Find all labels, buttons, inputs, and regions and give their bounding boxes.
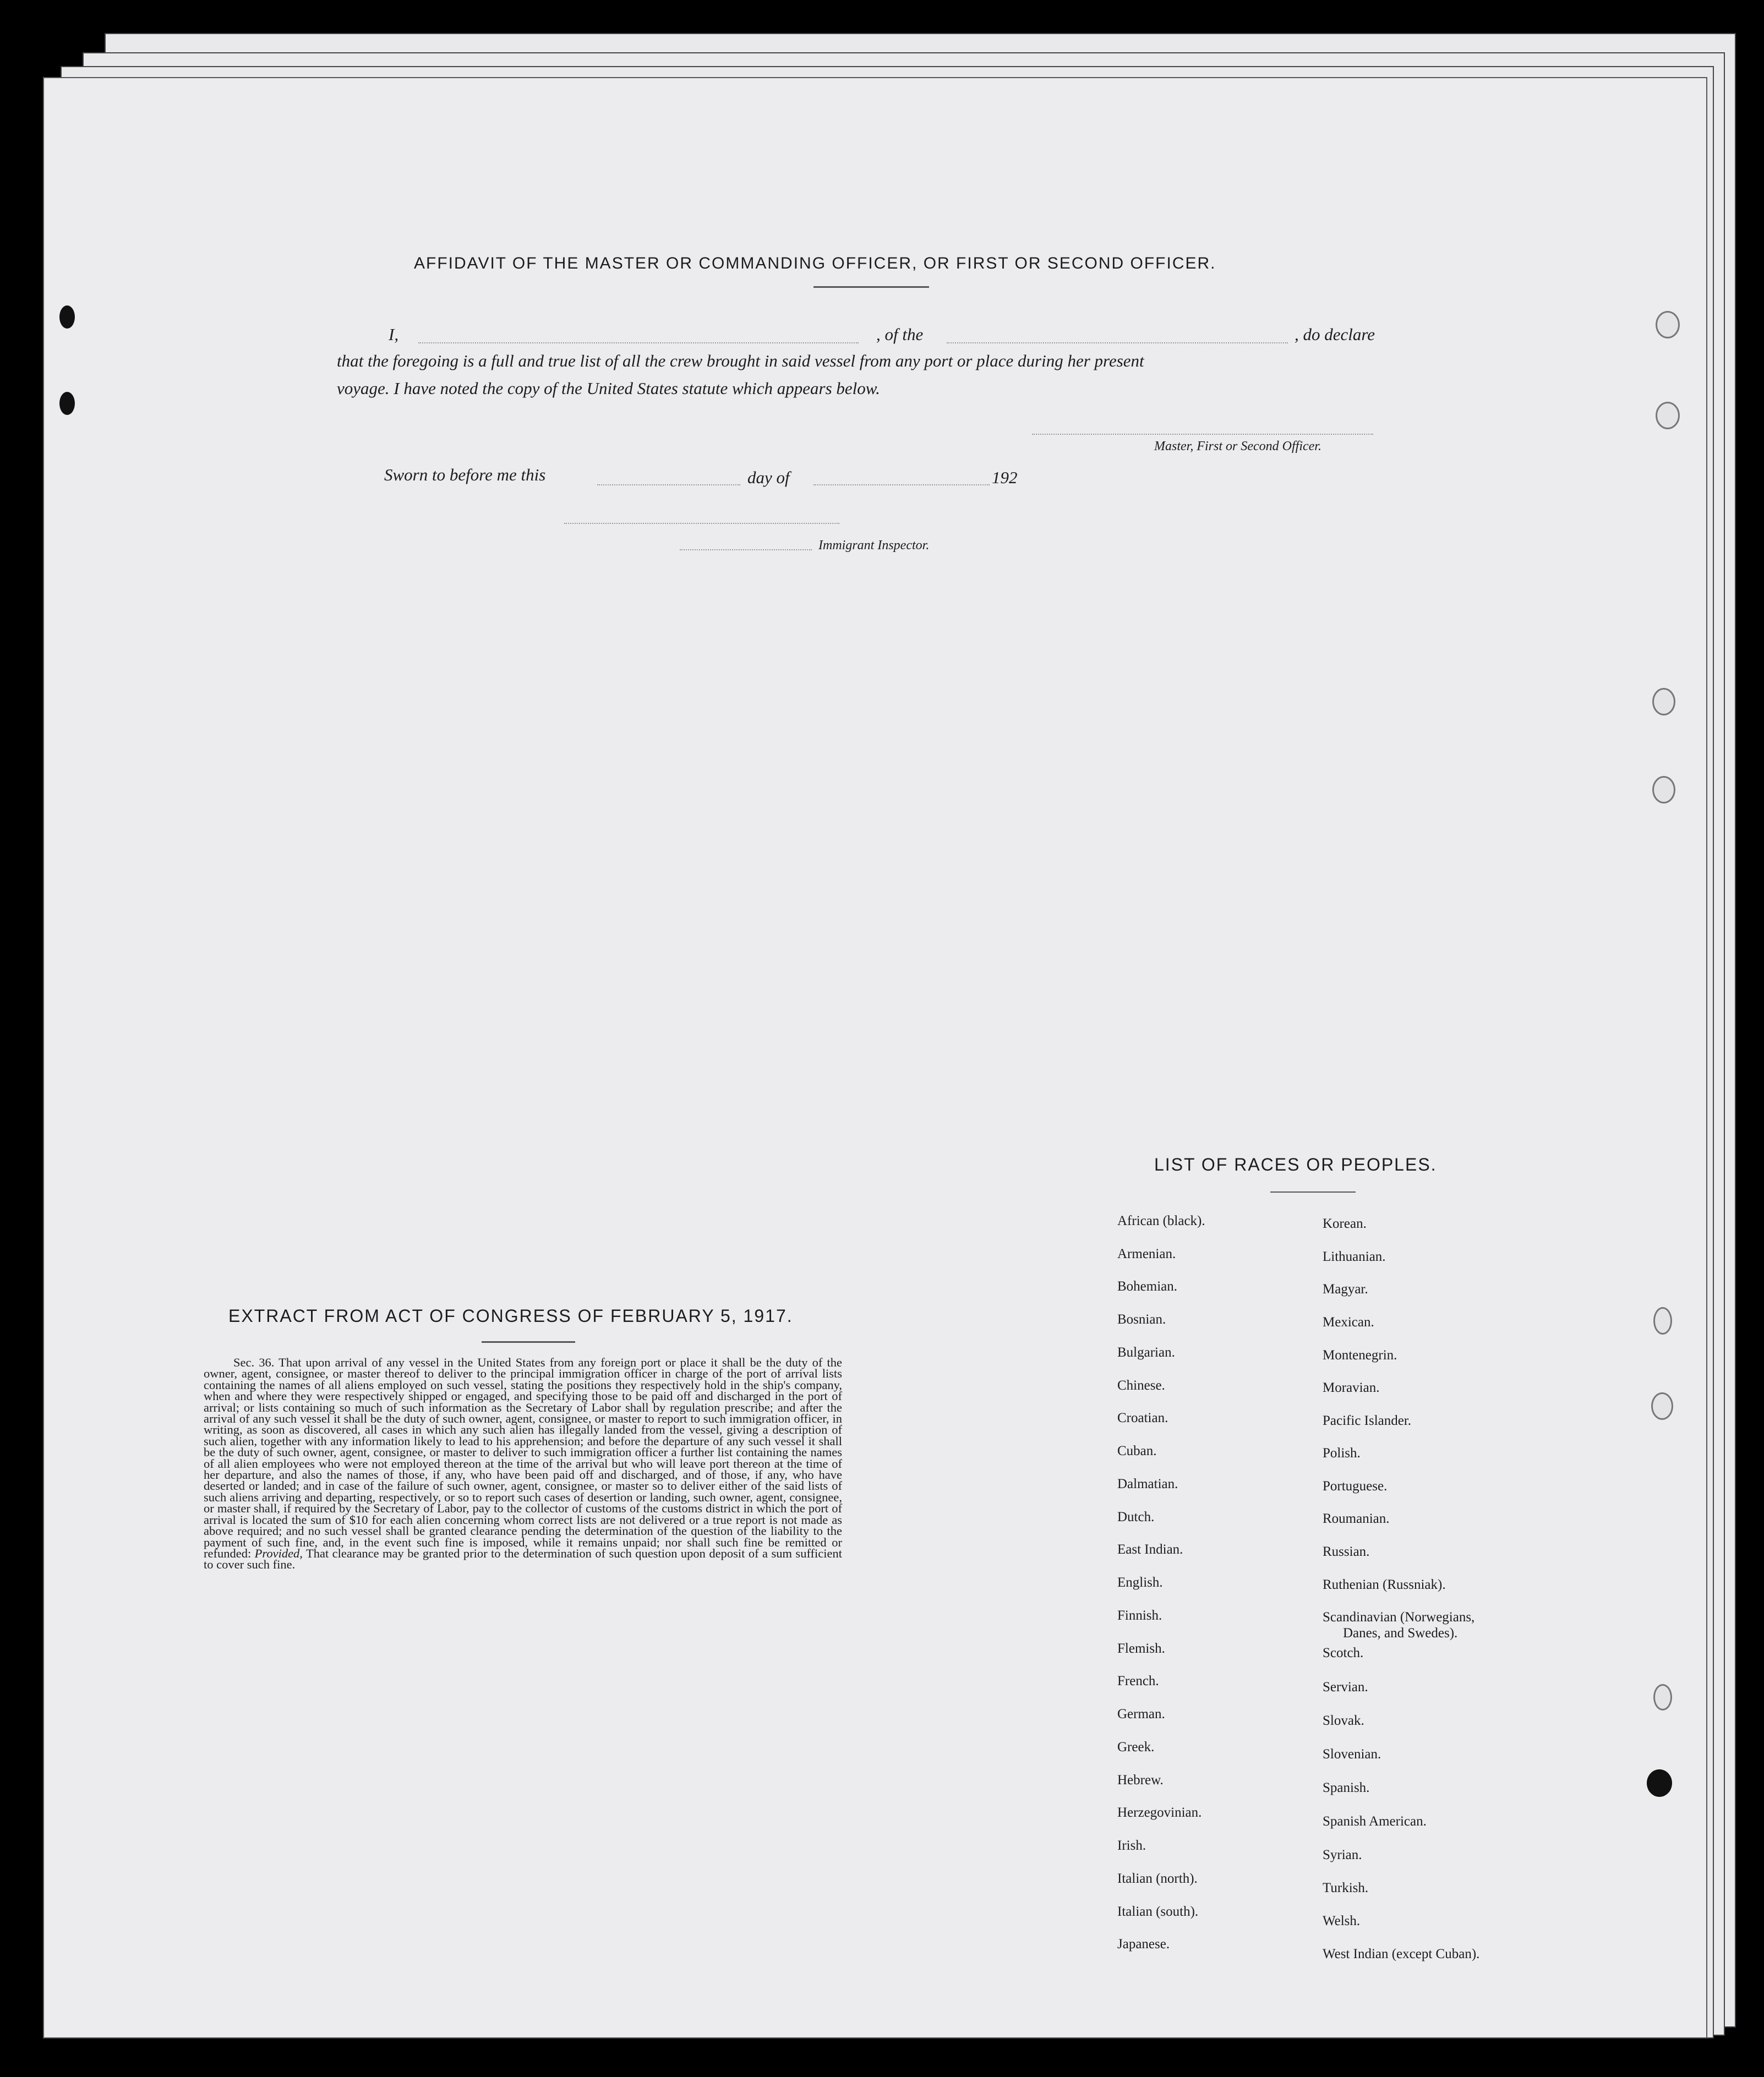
race-right: Servian. xyxy=(1323,1680,1368,1695)
race-left: Finnish. xyxy=(1117,1608,1162,1623)
race-right: Korean. xyxy=(1323,1216,1367,1231)
of-the-label: , of the xyxy=(876,325,924,344)
race-left: Hebrew. xyxy=(1117,1773,1164,1788)
day-of-label: day of xyxy=(747,468,790,487)
do-declare-label: , do declare xyxy=(1295,325,1375,344)
punch-hole xyxy=(1653,1307,1672,1335)
race-left: German. xyxy=(1117,1707,1165,1721)
race-right: Welsh. xyxy=(1323,1914,1361,1928)
race-right: Slovenian. xyxy=(1323,1747,1381,1762)
affidavit-title-rule xyxy=(813,286,929,288)
race-left: Dutch. xyxy=(1117,1510,1155,1524)
affidavit-title: AFFIDAVIT OF THE MASTER OR COMMANDING OFFICER, OR FIRST OR SECOND OFFICER. xyxy=(414,254,1216,272)
race-right: Slovak. xyxy=(1323,1713,1364,1728)
race-left: Chinese. xyxy=(1117,1378,1165,1393)
race-right: Russian. xyxy=(1323,1544,1370,1559)
sworn-label: Sworn to before me this xyxy=(384,465,546,484)
race-left: Japanese. xyxy=(1117,1937,1170,1952)
punch-hole xyxy=(1647,1769,1672,1797)
inspector-line-2[interactable] xyxy=(680,549,812,550)
race-right: Roumanian. xyxy=(1323,1511,1390,1526)
race-right: Lithuanian. xyxy=(1323,1249,1386,1264)
race-right: West Indian (except Cuban). xyxy=(1323,1947,1480,1961)
race-right: Magyar. xyxy=(1323,1282,1368,1297)
race-left: African (black). xyxy=(1117,1214,1205,1228)
proviso-label: Provided, xyxy=(254,1546,303,1560)
race-left: Croatian. xyxy=(1117,1411,1168,1425)
punch-hole xyxy=(1656,402,1680,429)
punch-hole xyxy=(1651,1392,1673,1420)
races-title-rule xyxy=(1270,1191,1356,1193)
affidavit-line-3: voyage. I have noted the copy of the United States statute which appears below. xyxy=(337,379,880,398)
race-right: Pacific Islander. xyxy=(1323,1413,1412,1428)
extract-body-end: That clearance may be granted prior to the determination of such question upon deposit of a sum sufficient to cover such fine. xyxy=(204,1546,842,1572)
race-left: Herzegovinian. xyxy=(1117,1805,1202,1820)
year-label: 192 xyxy=(992,468,1018,487)
extract-title-rule xyxy=(482,1341,575,1343)
race-right: Polish. xyxy=(1323,1446,1361,1461)
race-left: Greek. xyxy=(1117,1740,1155,1754)
race-right: Turkish. xyxy=(1323,1881,1369,1895)
race-right: Scotch. xyxy=(1323,1646,1364,1660)
inspector-line-1[interactable] xyxy=(564,523,839,524)
officer-signature-line[interactable] xyxy=(1032,434,1373,435)
extract-section-36 xyxy=(204,1357,842,1571)
race-left: Bulgarian. xyxy=(1117,1345,1175,1360)
sworn-month-blank[interactable] xyxy=(813,484,990,485)
races-title: LIST OF RACES OR PEOPLES. xyxy=(1154,1155,1437,1174)
race-right: Spanish. xyxy=(1323,1780,1370,1795)
name-blank[interactable] xyxy=(418,342,859,343)
punch-hole xyxy=(1653,1684,1672,1710)
race-right: Moravian. xyxy=(1323,1380,1380,1395)
race-left: Flemish. xyxy=(1117,1641,1165,1656)
document-page xyxy=(43,77,1707,2038)
punch-hole xyxy=(1652,776,1675,804)
punch-hole xyxy=(1656,311,1680,338)
inspector-label: Immigrant Inspector. xyxy=(818,538,930,553)
race-left: Italian (north). xyxy=(1117,1871,1198,1886)
race-left: Cuban. xyxy=(1117,1444,1157,1458)
race-right: Montenegrin. xyxy=(1323,1348,1397,1363)
race-left: East Indian. xyxy=(1117,1542,1183,1557)
affidavit-line-2: that the foregoing is a full and true list of all the crew brought in said vessel from any port or place during her present xyxy=(337,351,1144,370)
affidavit-i-label: I, xyxy=(389,325,399,344)
race-right: Ruthenian (Russniak). xyxy=(1323,1577,1446,1592)
race-right-continued: Danes, and Swedes). xyxy=(1343,1626,1458,1641)
race-left: Armenian. xyxy=(1117,1247,1176,1261)
race-right: Spanish American. xyxy=(1323,1814,1427,1829)
race-left: Irish. xyxy=(1117,1838,1146,1853)
sworn-day-blank[interactable] xyxy=(597,484,740,485)
extract-title: EXTRACT FROM ACT OF CONGRESS OF FEBRUARY 5, 1917. xyxy=(228,1306,793,1326)
sec-label: Sec. 36. xyxy=(233,1355,275,1369)
race-left: Bohemian. xyxy=(1117,1279,1178,1294)
race-right: Portuguese. xyxy=(1323,1479,1388,1494)
punch-hole xyxy=(1652,688,1675,715)
race-left: French. xyxy=(1117,1674,1159,1688)
officer-signature-label: Master, First or Second Officer. xyxy=(1154,439,1321,453)
punch-hole xyxy=(59,305,75,329)
race-right: Scandinavian (Norwegians, xyxy=(1323,1610,1475,1625)
punch-hole xyxy=(59,392,75,415)
vessel-blank[interactable] xyxy=(947,342,1288,343)
race-left: Italian (south). xyxy=(1117,1904,1199,1919)
extract-body-text: That upon arrival of any vessel in the United States from any foreign port or place it shall be the duty of the owner, agent, consignee, or master thereof to deliver to the principal immigration officer in charge of the port of arrival lists containing the names of all aliens employed on such vessel, stating the positions they respectively hold in the ship's company, when and where they were respectively shipped or engaged, and specifying those to be paid off and discharged in the port of arrival; or lists containing so much of such information as the Secretary of Labor shall by regulation prescribe; and after the arrival of any such vessel it shall be the duty of such owner, agent, consignee, or master to report to such immigration officer, in writing, as soon as discovered, all cases in which any such alien has illegally landed from the vessel, giving a description of such alien, together with any information likely to lead to his apprehension; and before the departure of any such vessel it shall be the duty of such owner, agent, consignee, or master to deliver to such immigration officer a further list containing the names of all alien employees who were not employed thereon at the time of the arrival but who will leave port thereon at the time of her departure, and also the names of those, if any, who have been paid off and discharged, and of those, if any, who have deserted or landed; and in case of the failure of such owner, agent, consignee, or master so to deliver either of the said lists of such aliens arriving and departing, respectively, or so to report such cases of desertion or landing, such owner, agent, consignee, or master shall, if required by the Secretary of Labor, pay to the collector of customs of the customs district in which the port of arrival is located the sum of $10 for each alien concerning whom correct lists are not delivered or a true report is not made as above required; and no such vessel shall be granted clearance pending the determination of the question of the liability to the payment of such fine, and, in the event such fine is imposed, while it remains unpaid; nor shall such fine be remitted or refunded: xyxy=(204,1355,842,1560)
race-right: Syrian. xyxy=(1323,1848,1362,1862)
race-left: Dalmatian. xyxy=(1117,1477,1178,1491)
race-right: Mexican. xyxy=(1323,1315,1374,1330)
race-left: English. xyxy=(1117,1575,1163,1590)
race-left: Bosnian. xyxy=(1117,1312,1166,1327)
